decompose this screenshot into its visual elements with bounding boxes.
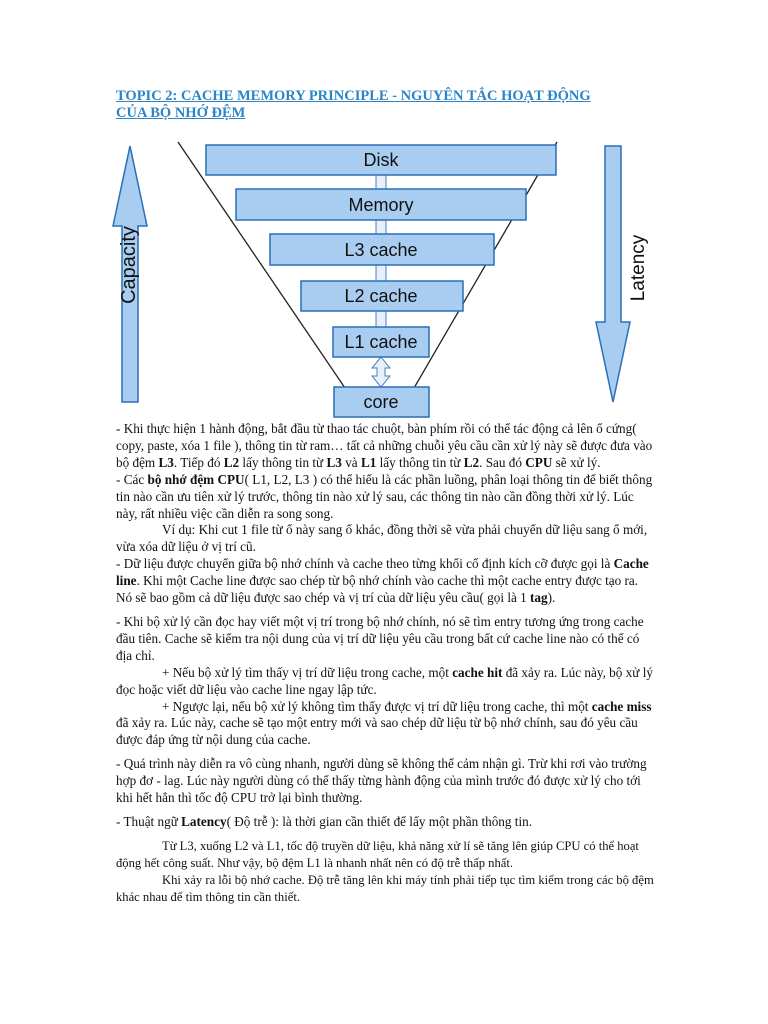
text-run: sẽ xử lý. — [552, 454, 601, 470]
text-run: lấy thông tin từ — [239, 454, 327, 470]
paragraph-cache-line[interactable] — [116, 556, 656, 607]
bold-term: bộ nhớ đệm CPU — [147, 471, 245, 487]
bold-term: L3 — [326, 454, 342, 470]
text-run: Ví dụ: Khi cut 1 file từ ổ này sang ổ khác, đồng thời sẽ vừa phải chuyển dữ liệu sang ổ mới, vừa xóa dữ liệu ở vị trí cũ. — [116, 522, 648, 555]
connector-disk-memory — [376, 175, 386, 189]
bold-term: Latency — [181, 813, 227, 829]
text-run: ( L1, L2, L3 ) có thể hiểu là các phần luồng, phân loại thông tin để biết thông tin nào cần ưu tiên xử lý trước, thông tin nào xử lý sau, các thông tin nào cần đồng thời xử lý. Lúc này, rất nhiều việc cần diễn ra song song. — [116, 471, 653, 521]
bold-term: cache hit — [452, 664, 503, 680]
text-run: + Ngược lại, nếu bộ xử lý không tìm thấy được vị trí dữ liệu trong cache, thì một — [162, 698, 592, 714]
bold-term: L2 — [223, 454, 240, 470]
paragraph-1[interactable] — [116, 421, 656, 472]
text-run: đã xảy ra. Lúc này, cache sẽ tạo một entry mới và sao chép dữ liệu từ bộ nhớ chính, sau đó yêu cầu được đáp ứng từ nội dung của cache. — [116, 715, 638, 748]
text-run: - Khi bộ xử lý cần đọc hay viết một vị trí trong bộ nhớ chính, nó sẽ tìm entry tương ứng trong cache đầu tiên. Cache sẽ kiểm tra nội dung của vị trí dữ liệu yêu cầu trong bất cứ cache line nào có thể có địa chỉ. — [116, 613, 644, 663]
paragraph-lookup[interactable] — [116, 614, 656, 665]
level-core-label: core — [363, 392, 399, 412]
paragraph-cache-error[interactable] — [116, 872, 656, 906]
connector-memory-l3 — [376, 220, 386, 234]
level-l3-cache-label: L3 cache — [344, 240, 418, 260]
level-disk-label: Disk — [363, 150, 399, 170]
paragraph-latency[interactable] — [116, 814, 656, 831]
paragraph-example[interactable] — [116, 522, 656, 556]
text-run: - Khi thực hiện 1 hành động, bắt đầu từ thao tác chuột, bàn phím rồi có thể tác động cả lên ổ cứng( copy, paste, xóa 1 file ), thông tin từ ram… tất cả những chuỗi yêu cầu cần xử lý này sẽ được đưa vào bộ đệm — [116, 421, 653, 470]
text-run: . Khi một Cache line được sao chép từ bộ nhớ chính vào cache thì một cache entry được tạo ra. Nó sẽ bao gồm cả dữ liệu được sao chép và vị trí của dữ liệu yêu cầu( gọi là 1 — [116, 573, 639, 606]
bold-term: cache miss — [591, 698, 652, 714]
bold-term: L3 — [158, 454, 174, 470]
text-run: Khi xảy ra lỗi bộ nhớ cache. Độ trễ tăng lên khi máy tính phải tiếp tục tìm kiếm trong các bộ đệm khác nhau để tìm thông tin cần thiết. — [116, 872, 654, 904]
title-line-1[interactable]: TOPIC 2: CACHE MEMORY PRINCIPLE - NGUYÊN TẮC HOẠT ĐỘNG — [116, 88, 591, 104]
connector-l2-l1 — [376, 311, 386, 327]
paragraph-2[interactable] — [116, 472, 656, 523]
text-run: - Dữ liệu được chuyển giữa bộ nhớ chính và cache theo từng khối cố định kích cỡ được gọi là — [116, 556, 614, 572]
latency-label: Latency — [628, 234, 649, 302]
text-run: - Thuật ngữ — [116, 813, 182, 829]
bold-term: L2 — [463, 454, 480, 470]
text-run: - Quá trình này diễn ra vô cùng nhanh, người dùng sẽ không thể cảm nhận gì. Trừ khi rơi vào trường hợp đơ - lag. Lúc này người dùng có thể thấy từng hành động của mình trước đó được xử lý cho tới khi hết hẳn thì tốc độ CPU trở lại bình thường. — [116, 756, 647, 806]
bold-term: CPU — [525, 454, 553, 470]
latency-arrow — [596, 146, 630, 402]
bold-term: tag — [530, 590, 548, 606]
bold-term: L1 — [360, 454, 377, 470]
text-run: + Nếu bộ xử lý tìm thấy vị trí dữ liệu trong cache, một — [162, 664, 453, 680]
connector-l1-core — [372, 357, 390, 387]
text-run: lấy thông tin từ — [376, 454, 464, 470]
title-line-2[interactable]: CỦA BỘ NHỚ ĐỆM — [116, 105, 246, 121]
paragraph-speed[interactable] — [116, 756, 656, 807]
level-l2-cache-label: L2 cache — [344, 286, 418, 306]
bold-term: Cache line — [116, 556, 649, 589]
text-run: đã xảy ra. Lúc này, bộ xử lý đọc hoặc viết dữ liệu vào cache line ngay lập tức. — [116, 664, 653, 697]
paragraph-cache-hit[interactable] — [116, 665, 656, 699]
level-memory-label: Memory — [348, 195, 414, 215]
capacity-label: Capacity — [118, 226, 140, 304]
connector-l3-l2 — [376, 265, 386, 281]
text-run: . Sau đó — [479, 454, 526, 470]
level-l1-cache-label: L1 cache — [344, 332, 418, 352]
cache-hierarchy-diagram — [0, 0, 768, 430]
document-body[interactable] — [116, 421, 656, 905]
text-run: ( Độ trễ ): là thời gian cần thiết để lấy một phần thông tin. — [226, 813, 533, 829]
text-run: - Các — [116, 471, 148, 487]
text-run: Từ L3, xuống L2 và L1, tốc độ truyền dữ liệu, khả năng xử lí sẽ tăng lên giúp CPU có thể hoạt động hết công suất. Như vậy, bộ đệm L1 là nhanh nhất nên có độ trễ thấp nhất. — [116, 838, 639, 870]
paragraph-cache-miss[interactable] — [116, 699, 656, 750]
paragraph-l1-fastest[interactable] — [116, 838, 656, 872]
text-run: và — [341, 454, 361, 470]
text-run: ). — [547, 590, 556, 606]
text-run: . Tiếp đó — [173, 454, 224, 470]
